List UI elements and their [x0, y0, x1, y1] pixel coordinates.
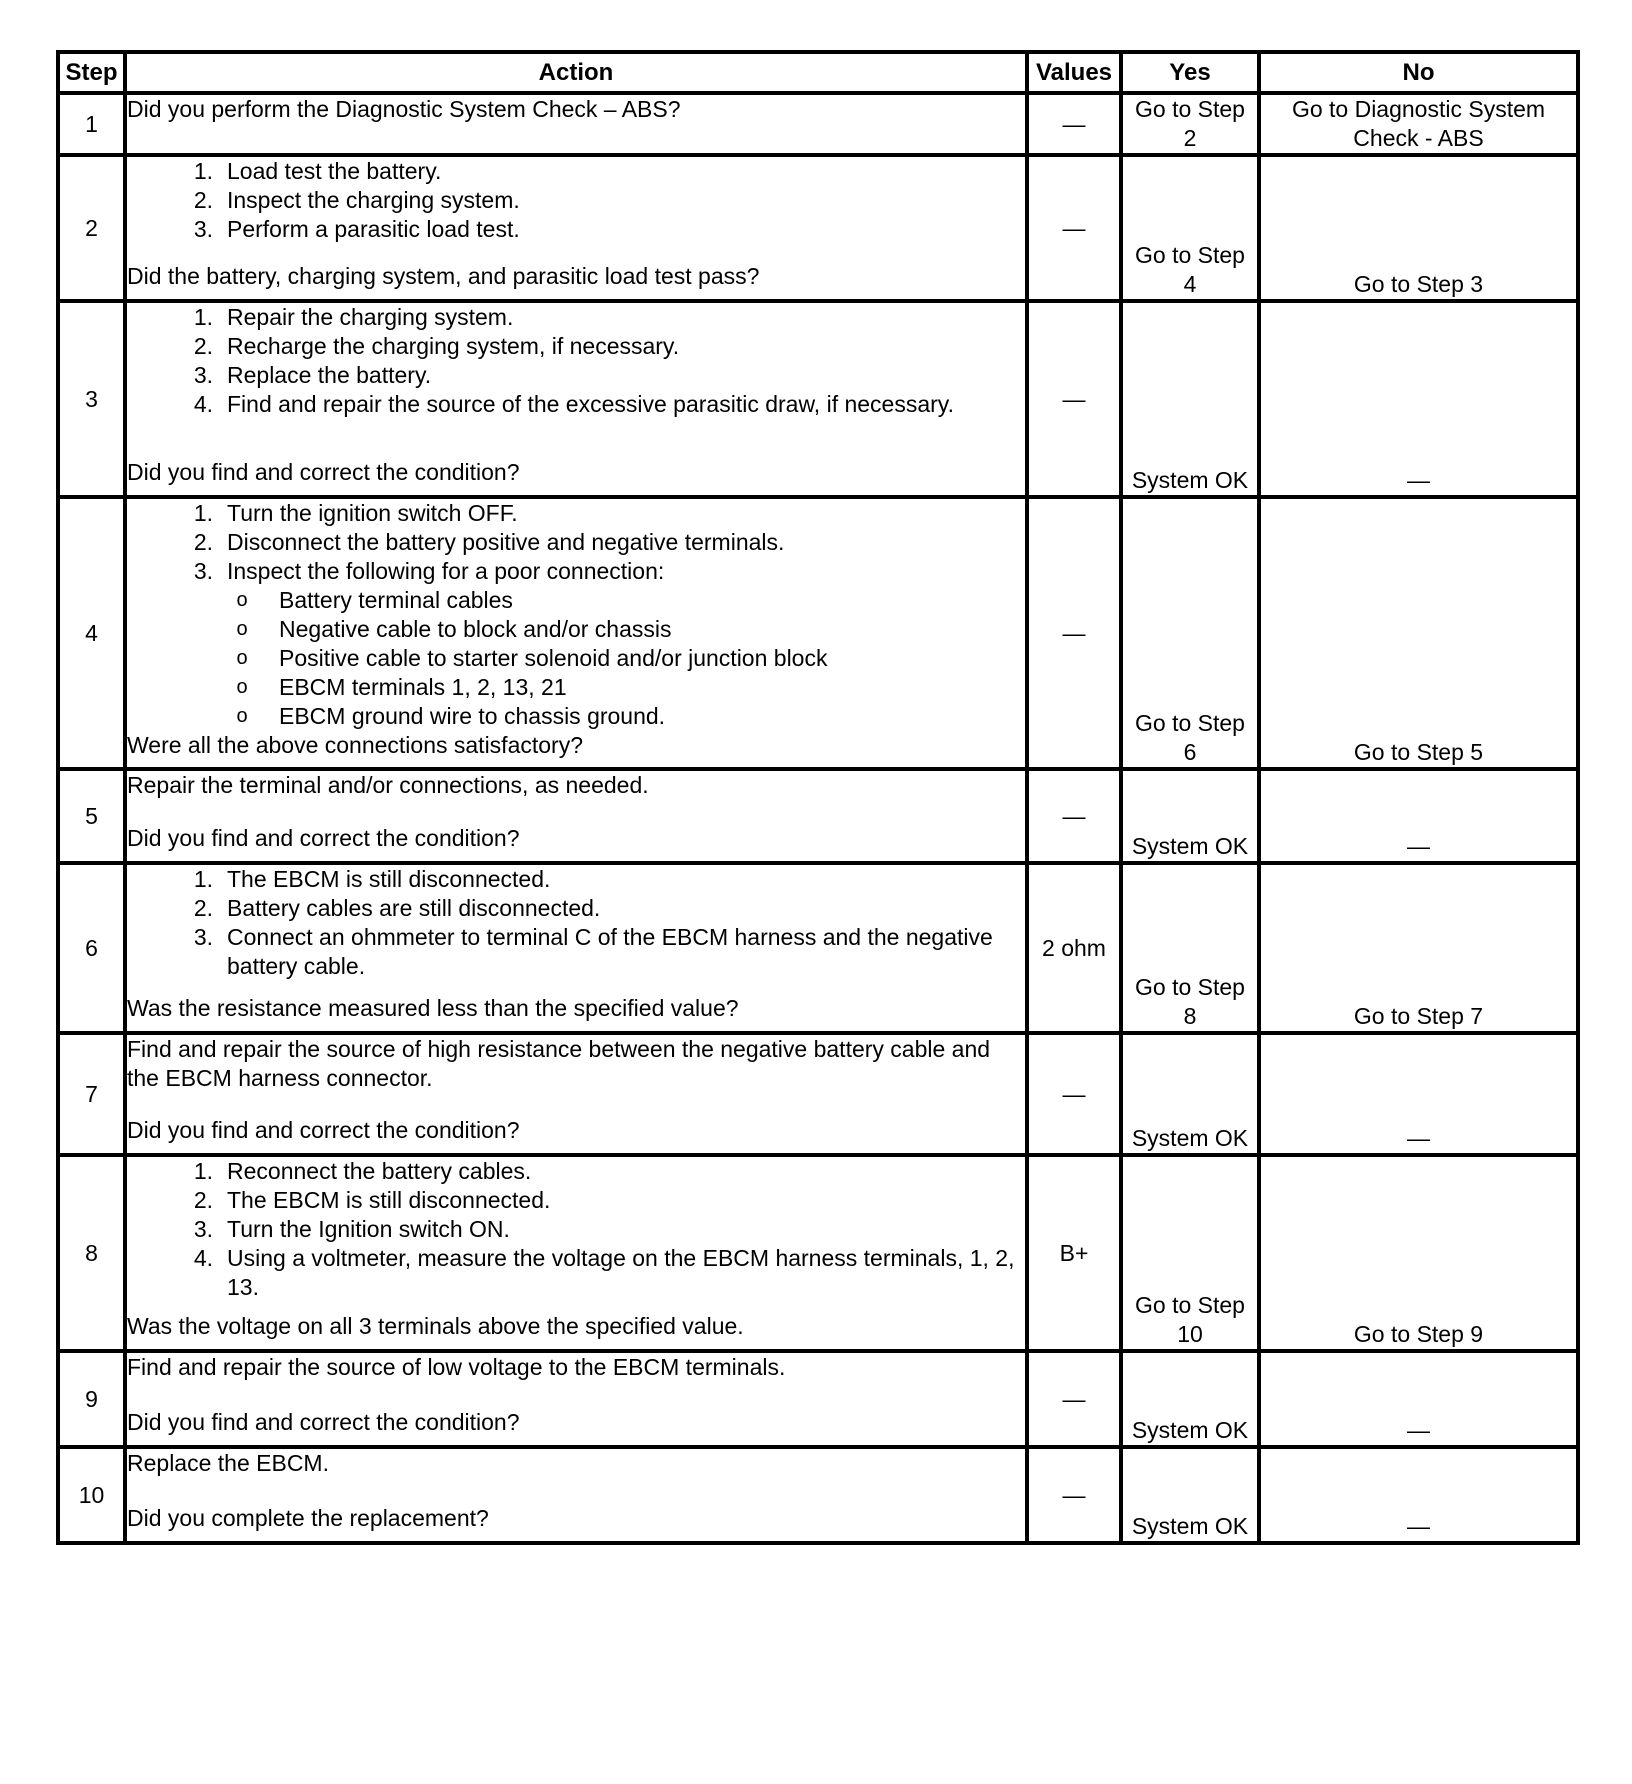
list-item	[177, 894, 1025, 923]
list-item	[177, 332, 1025, 361]
list-text: Turn the ignition switch OFF.	[227, 500, 518, 526]
list-text: Perform a parasitic load test.	[227, 216, 520, 242]
action-question: Did you find and correct the condition?	[127, 459, 520, 485]
action-question: Did the battery, charging system, and parasitic load test pass?	[127, 263, 760, 289]
header-no: No	[1259, 52, 1578, 93]
bullet-item	[227, 644, 1025, 673]
numbered-list	[127, 499, 1025, 586]
list-text: The EBCM is still disconnected.	[227, 1187, 551, 1213]
list-item	[177, 1244, 1025, 1302]
numbered-list	[127, 865, 1025, 981]
list-text: Inspect the charging system.	[227, 187, 520, 213]
no-cell: —	[1259, 1447, 1578, 1543]
step-number: 9	[58, 1351, 125, 1447]
table-row	[58, 1033, 1578, 1155]
action-text: Find and repair the source of low voltage to the EBCM terminals.	[127, 1354, 786, 1380]
values-cell: —	[1027, 93, 1121, 155]
action-question: Were all the above connections satisfactory?	[127, 732, 583, 758]
bullet-text: EBCM terminals 1, 2, 13, 21	[279, 674, 567, 700]
no-cell: —	[1259, 1033, 1578, 1155]
list-number: 2.	[193, 333, 213, 359]
step-number: 3	[58, 301, 125, 497]
bullet-text: Positive cable to starter solenoid and/or junction block	[279, 645, 828, 671]
numbered-list	[127, 1157, 1025, 1302]
header-row	[58, 52, 1578, 93]
action-cell	[125, 93, 1027, 155]
action-question: Was the resistance measured less than the specified value?	[127, 995, 739, 1021]
list-text: Repair the charging system.	[227, 304, 514, 330]
list-number: 1.	[193, 304, 213, 330]
action-question: Did you find and correct the condition?	[127, 1409, 520, 1435]
action-cell	[125, 155, 1027, 301]
values-cell: —	[1027, 301, 1121, 497]
list-text: Disconnect the battery positive and negative terminals.	[227, 529, 785, 555]
bullet-list	[127, 586, 1025, 731]
no-cell: Go to Step 3	[1259, 155, 1578, 301]
no-cell: —	[1259, 301, 1578, 497]
yes-cell: System OK	[1121, 769, 1259, 863]
numbered-list	[127, 303, 1025, 419]
action-content	[127, 1157, 1025, 1341]
action-instructions	[127, 865, 1025, 981]
table-row	[58, 497, 1578, 769]
table-body	[58, 93, 1578, 1543]
list-number: 4.	[193, 391, 213, 417]
action-content	[127, 1353, 1025, 1437]
list-number: 3.	[193, 558, 213, 584]
action-text: Replace the EBCM.	[127, 1450, 329, 1476]
step-number: 5	[58, 769, 125, 863]
table-row	[58, 863, 1578, 1033]
list-text: Find and repair the source of the excessive parasitic draw, if necessary.	[227, 391, 954, 417]
step-number: 10	[58, 1447, 125, 1543]
bullet-item	[227, 702, 1025, 731]
header-step: Step	[58, 52, 125, 93]
list-item	[177, 186, 1025, 215]
list-item	[177, 1215, 1025, 1244]
action-instructions	[127, 303, 1025, 419]
action-cell	[125, 1155, 1027, 1351]
values-cell: 2 ohm	[1027, 863, 1121, 1033]
step-number: 4	[58, 497, 125, 769]
action-cell	[125, 769, 1027, 863]
bullet-text: Battery terminal cables	[279, 587, 513, 613]
step-number: 1	[58, 93, 125, 155]
values-cell: —	[1027, 769, 1121, 863]
list-text: Replace the battery.	[227, 362, 432, 388]
table-row	[58, 769, 1578, 863]
list-number: 3.	[193, 362, 213, 388]
list-number: 1.	[193, 158, 213, 184]
no-cell: —	[1259, 769, 1578, 863]
list-number: 2.	[193, 187, 213, 213]
action-content	[127, 499, 1025, 760]
bullet-text: Negative cable to block and/or chassis	[279, 616, 672, 642]
step-number: 8	[58, 1155, 125, 1351]
table-row	[58, 93, 1578, 155]
bullet-item	[227, 673, 1025, 702]
action-content	[127, 1035, 1025, 1145]
list-item	[177, 1186, 1025, 1215]
list-item	[177, 499, 1025, 528]
list-item	[177, 215, 1025, 244]
action-question: Did you find and correct the condition?	[127, 1117, 520, 1143]
list-item	[177, 157, 1025, 186]
action-instructions	[127, 1157, 1025, 1302]
action-content	[127, 303, 1025, 487]
yes-cell: System OK	[1121, 1447, 1259, 1543]
list-item	[177, 361, 1025, 390]
list-item	[177, 1157, 1025, 1186]
step-number: 6	[58, 863, 125, 1033]
bullet-marker: o	[236, 676, 248, 698]
action-question: Did you complete the replacement?	[127, 1505, 489, 1531]
yes-cell: System OK	[1121, 301, 1259, 497]
action-text: Did you perform the Diagnostic System Check – ABS?	[127, 96, 681, 122]
list-number: 2.	[193, 1187, 213, 1213]
list-number: 1.	[193, 500, 213, 526]
action-instructions	[127, 1353, 1025, 1382]
no-cell: Go to Step 9	[1259, 1155, 1578, 1351]
step-number: 7	[58, 1033, 125, 1155]
yes-cell: Go to Step 4	[1121, 155, 1259, 301]
list-text: Load test the battery.	[227, 158, 442, 184]
no-cell: Go to Step 7	[1259, 863, 1578, 1033]
list-number: 1.	[193, 866, 213, 892]
yes-cell: Go to Step 10	[1121, 1155, 1259, 1351]
bullet-item	[227, 615, 1025, 644]
table-row	[58, 1447, 1578, 1543]
bullet-marker: o	[236, 705, 248, 727]
table-row	[58, 301, 1578, 497]
action-instructions	[127, 499, 1025, 731]
header-action: Action	[125, 52, 1027, 93]
values-cell: —	[1027, 1351, 1121, 1447]
list-item	[177, 865, 1025, 894]
values-cell: —	[1027, 155, 1121, 301]
table-row	[58, 155, 1578, 301]
values-cell: —	[1027, 1033, 1121, 1155]
list-text: Inspect the following for a poor connection:	[227, 558, 665, 584]
action-content	[127, 95, 1025, 143]
no-cell: —	[1259, 1351, 1578, 1447]
action-cell	[125, 1033, 1027, 1155]
list-number: 3.	[193, 216, 213, 242]
yes-cell: System OK	[1121, 1033, 1259, 1155]
list-text: Connect an ohmmeter to terminal C of the EBCM harness and the negative battery cable.	[227, 924, 993, 979]
diagnostic-table	[56, 50, 1580, 1545]
list-number: 2.	[193, 529, 213, 555]
yes-cell: Go to Step 6	[1121, 497, 1259, 769]
list-number: 1.	[193, 1158, 213, 1184]
header-yes: Yes	[1121, 52, 1259, 93]
list-text: Turn the Ignition switch ON.	[227, 1216, 510, 1242]
list-number: 3.	[193, 924, 213, 950]
action-cell	[125, 1351, 1027, 1447]
action-cell	[125, 863, 1027, 1033]
action-instructions	[127, 1035, 1025, 1093]
action-content	[127, 157, 1025, 291]
list-text: Reconnect the battery cables.	[227, 1158, 532, 1184]
action-text: Repair the terminal and/or connections, as needed.	[127, 772, 649, 798]
list-item	[177, 557, 1025, 586]
list-item	[177, 528, 1025, 557]
yes-cell: Go to Step 8	[1121, 863, 1259, 1033]
action-cell	[125, 1447, 1027, 1543]
action-text: Find and repair the source of high resistance between the negative battery cable and the EBCM harness connector.	[127, 1036, 991, 1091]
action-instructions	[127, 771, 1025, 800]
values-cell: —	[1027, 497, 1121, 769]
list-item	[177, 303, 1025, 332]
action-instructions	[127, 157, 1025, 244]
list-text: Using a voltmeter, measure the voltage on the EBCM harness terminals, 1, 2, 13.	[227, 1245, 1015, 1300]
no-cell: Go to Diagnostic System Check - ABS	[1259, 93, 1578, 155]
list-number: 4.	[193, 1245, 213, 1271]
table-row	[58, 1155, 1578, 1351]
numbered-list	[127, 157, 1025, 244]
action-question: Did you find and correct the condition?	[127, 825, 520, 851]
values-cell: B+	[1027, 1155, 1121, 1351]
action-instructions	[127, 95, 1025, 124]
yes-cell: Go to Step 2	[1121, 93, 1259, 155]
action-instructions	[127, 1449, 1025, 1478]
bullet-marker: o	[236, 618, 248, 640]
list-text: Recharge the charging system, if necessary.	[227, 333, 680, 359]
yes-cell: System OK	[1121, 1351, 1259, 1447]
values-cell: —	[1027, 1447, 1121, 1543]
list-item	[177, 390, 1025, 419]
action-content	[127, 865, 1025, 1023]
table-row	[58, 1351, 1578, 1447]
header-values: Values	[1027, 52, 1121, 93]
bullet-marker: o	[236, 647, 248, 669]
bullet-text: EBCM ground wire to chassis ground.	[279, 703, 666, 729]
action-content	[127, 771, 1025, 853]
step-number: 2	[58, 155, 125, 301]
list-text: The EBCM is still disconnected.	[227, 866, 551, 892]
no-cell: Go to Step 5	[1259, 497, 1578, 769]
bullet-marker: o	[236, 589, 248, 611]
action-cell	[125, 497, 1027, 769]
list-number: 2.	[193, 895, 213, 921]
action-content	[127, 1449, 1025, 1533]
list-text: Battery cables are still disconnected.	[227, 895, 601, 921]
bullet-item	[227, 586, 1025, 615]
action-question: Was the voltage on all 3 terminals above the specified value.	[127, 1313, 744, 1339]
list-number: 3.	[193, 1216, 213, 1242]
list-item	[177, 923, 1025, 981]
action-cell	[125, 301, 1027, 497]
